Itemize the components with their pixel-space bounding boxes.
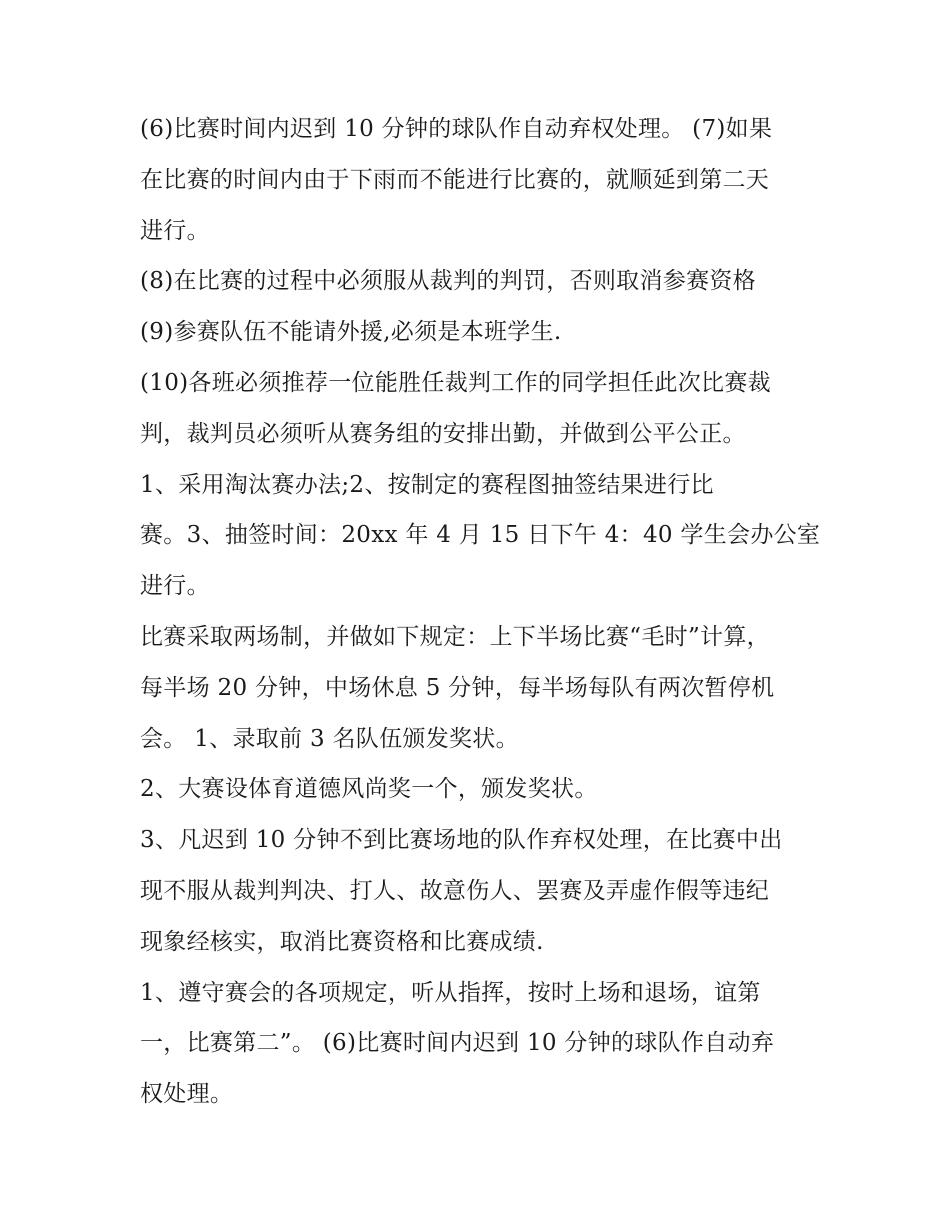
text-line: 每半场 20 分钟，中场休息 5 分钟，每半场每队有两次暂停机 [140,674,775,701]
text-line: 进行。 [140,217,210,244]
text-line: (10)各班必须推荐一位能胜任裁判工作的同学担任此次比赛裁 [140,369,771,396]
text-line: 权处理。 [140,1081,234,1108]
text-line: 赛。3、抽签时间：20xx 年 4 月 15 日下午 4：40 学生会办公室 [140,522,821,549]
text-line: 判，裁判员必须听从赛务组的安排出勤，并做到公平公正。 [140,420,746,447]
text-line: (9)参赛队伍不能请外援,必须是本班学生. [140,319,562,346]
text-line: (8)在比赛的过程中必须服从裁判的判罚，否则取消参赛资格 [140,268,756,295]
text-line: 1、采用淘汰赛办法;2、按制定的赛程图抽签结果进行比 [140,471,714,498]
text-line: 现象经核实，取消比赛资格和比赛成绩. [140,928,544,955]
text-line: 1、遵守赛会的各项规定，听从指挥，按时上场和退场，谊第 [140,979,761,1006]
text-line: 一，比赛第二”。 (6)比赛时间内迟到 10 分钟的球队作自动弃 [140,1030,775,1057]
document-body [140,104,820,1120]
text-line: 比赛采取两场制，并做如下规定：上下半场比赛“毛时”计算， [140,623,770,650]
text-line: 3、凡迟到 10 分钟不到比赛场地的队作弃权处理，在比赛中出 [140,827,783,854]
text-line: 现不服从裁判判决、打人、故意伤人、罢赛及弄虚作假等违纪 [140,877,770,904]
text-line: 进行。 [140,573,210,600]
text-line: 在比赛的时间内由于下雨而不能进行比赛的，就顺延到第二天 [140,166,770,193]
text-line: 会。 1、录取前 3 名队伍颁发奖状。 [140,725,519,752]
text-line: (6)比赛时间内迟到 10 分钟的球队作自动弃权处理。 (7)如果 [140,116,773,142]
text-line: 2、大赛设体育道德风尚奖一个，颁发奖状。 [140,776,598,803]
